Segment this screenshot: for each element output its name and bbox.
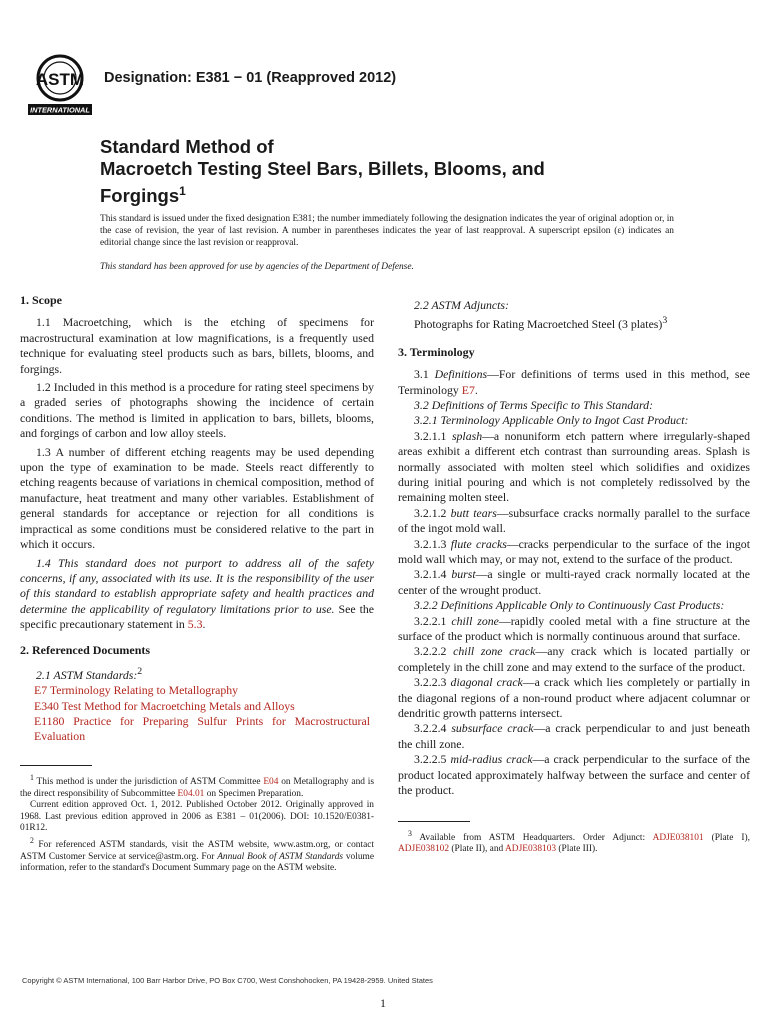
section-3-heading: 3. Terminology	[398, 344, 475, 359]
designation-notice: This standard is issued under the fixed designation E381; the number immediately following the designation indicates the year of original adoption or, in the case of revision, the year of last revision. A number in parentheses indicates the year of last reapproval. A superscript epsilon (ε) indicates an editorial change since the last revision or reapproval.	[100, 214, 674, 249]
para-2-1: 2.1 ASTM Standards:$^2$	[36, 665, 143, 682]
para-2-2: 2.2 ASTM Adjuncts:	[414, 298, 509, 312]
para-3-1: 3.1 Definitions—For definitions of terms used in this method, see Terminology E7.	[398, 367, 750, 397]
footnote-1: $^1$ This method is under the jurisdiction of ASTM Committee E04 on Metallography and is the direct responsibility of Subcommittee E04.01 on Specimen Preparation.	[20, 772, 375, 799]
astm-logo	[26, 52, 94, 118]
ref-e340[interactable]: E340 Test Method for Macroetching Metals and Alloys	[34, 698, 295, 713]
def-subsurface-crack: 3.2.2.4 subsurface crack—a crack perpendicular to and just beneath the chill zone.	[398, 721, 751, 751]
copyright-footer: Copyright © ASTM International, 100 Barr Harbor Drive, PO Box C700, West Conshohocken, PA 19428-2959. United States	[22, 976, 433, 985]
para-1-3: 1.3 A number of different etching reagents may be used depending upon the type of examination to be made. Steels react differently to etching reagents because of variations in chemical composition, method of manufacture, heat treatment and many other variables. Establishment of general standards for acceptance or rejection for all conditions is impractical as some conditions must be considered relative to the part in which it occurs.	[20, 444, 374, 552]
def-butt-tears: 3.2.1.2 butt tears—subsurface cracks normally parallel to the surface of the ingot mold wall.	[398, 505, 750, 536]
title-footnote-mark: 1	[179, 184, 186, 198]
ref-e7[interactable]: E7 Terminology Relating to Metallography	[34, 683, 239, 698]
def-chill-zone-crack: 3.2.2.2 chill zone crack—any crack which is located partially or completely in the chill zone and may extend to the surface of the product.	[398, 644, 751, 674]
page-number: 1	[380, 996, 386, 1010]
ref-e1180[interactable]: E1180 Practice for Preparing Sulfur Prints for Macrostructural Evaluation	[34, 714, 370, 744]
link-e7[interactable]: E7	[461, 382, 475, 397]
title-line-2: Macroetch Testing Steel Bars, Billets, Blooms, and	[100, 158, 545, 179]
designation: Designation: E381 − 01 (Reapproved 2012)	[104, 70, 397, 86]
def-diagonal-crack: 3.2.2.3 diagonal crack—a crack which lies completely or partially in the diagonal regions of a non-round product where adjacent columnar or dendritic growth patterns intersect.	[398, 675, 751, 721]
link-e04[interactable]: E04	[263, 777, 279, 788]
link-adje038103[interactable]: ADJE038103	[505, 844, 557, 855]
footnote-3: $^3$ Available from ASTM Headquarters. Order Adjunct: ADJE038101 (Plate I), ADJE038102 (Plate II), and ADJE038103 (Plate III).	[398, 828, 750, 855]
adjuncts-item: Photographs for Rating Macroetched Steel (3 plates)$^3$	[414, 315, 668, 332]
title-line-1: Standard Method of	[100, 136, 274, 157]
logo-text: ASTM	[35, 70, 85, 89]
para-3-2-2: 3.2.2 Definitions Applicable Only to Continuously Cast Products:	[414, 598, 725, 613]
footnotes-right	[398, 828, 750, 856]
left-column	[20, 293, 374, 875]
para-1-4: 1.4 This standard does not purport to address all of the safety concerns, if any, associated with its use. It is the responsibility of the user of this standard to establish appropriate safety and health practices and determine the applicability of regulatory limitations prior to use. See the specific precautionary statement in 5.3.	[20, 555, 374, 632]
para-3-2-1: 3.2.1 Terminology Applicable Only to Ingot Cast Product:	[414, 413, 689, 428]
para-1-1: 1.1 Macroetching, which is the etching of specimens for macrostructural examination at low magnifications, is a frequently used technique for evaluating steel products such as bars, billets, blooms, and forgings.	[20, 315, 374, 376]
right-column	[398, 298, 750, 856]
para-3-2: 3.2 Definitions of Terms Specific to This Standard:	[414, 397, 654, 412]
def-flute-cracks: 3.2.1.3 flute cracks—cracks perpendicular to the surface of the ingot mold wall which may, or may not, extend to the surface of the product.	[398, 536, 750, 567]
footnotes-left	[20, 772, 374, 875]
footnote-2: $^2$ For referenced ASTM standards, visit the ASTM website, www.astm.org, or contact ASTM Customer Service at service@astm.org. For Annual Book of ASTM Standards volume information, refer to the standard's Document Summary page on the ASTM website.	[20, 835, 374, 874]
logo-subtext: INTERNATIONAL	[30, 105, 90, 115]
para-1-2: 1.2 Included in this method is a procedure for rating steel specimens by a graded series of photographs showing the incidence of certain conditions. The method is limited in application to bars, billets, blooms, and forgings of carbon and low alloy steels.	[20, 380, 374, 441]
section-2-heading: 2. Referenced Documents	[20, 642, 151, 657]
section-1-heading: 1. Scope	[20, 293, 62, 307]
dod-note: This standard has been approved for use by agencies of the Department of Defense.	[100, 262, 414, 272]
title-line-3: Forgings$^1$	[100, 184, 186, 207]
def-splash: 3.2.1.1 splash—a nonuniform etch pattern where irregularly-shaped areas exhibit a different etch contrast than surrounding areas. Splash is normally associated with molten steel which solidifies and oxidizes during initial pouring and which is not completely redissolved by the remaining molten steel.	[398, 428, 750, 505]
link-5-3[interactable]: 5.3	[187, 617, 203, 632]
def-chill-zone: 3.2.2.1 chill zone—rapidly cooled metal with a fine structure at the surface of the product which is normally continuous around that surface.	[398, 613, 751, 644]
document-title	[100, 136, 720, 207]
def-mid-radius-crack: 3.2.2.5 mid-radius crack—a crack perpendicular to the surface of the product located approximately halfway between the surface and center of the product.	[398, 752, 751, 798]
footnote-1-edition: Current edition approved Oct. 1, 2012. Published October 2012. Originally approved in 1968. Last previous edition approved in 2006 as E381 – 01(2006). DOI: 10.1520/E0381-01R12.	[20, 800, 374, 834]
link-adje038102[interactable]: ADJE038102	[398, 844, 450, 855]
def-burst: 3.2.1.4 burst—a single or multi-rayed crack normally located at the center of the wrought product.	[398, 567, 750, 597]
link-e04-01[interactable]: E04.01	[177, 788, 205, 799]
link-adje038101[interactable]: ADJE038101	[652, 832, 704, 843]
